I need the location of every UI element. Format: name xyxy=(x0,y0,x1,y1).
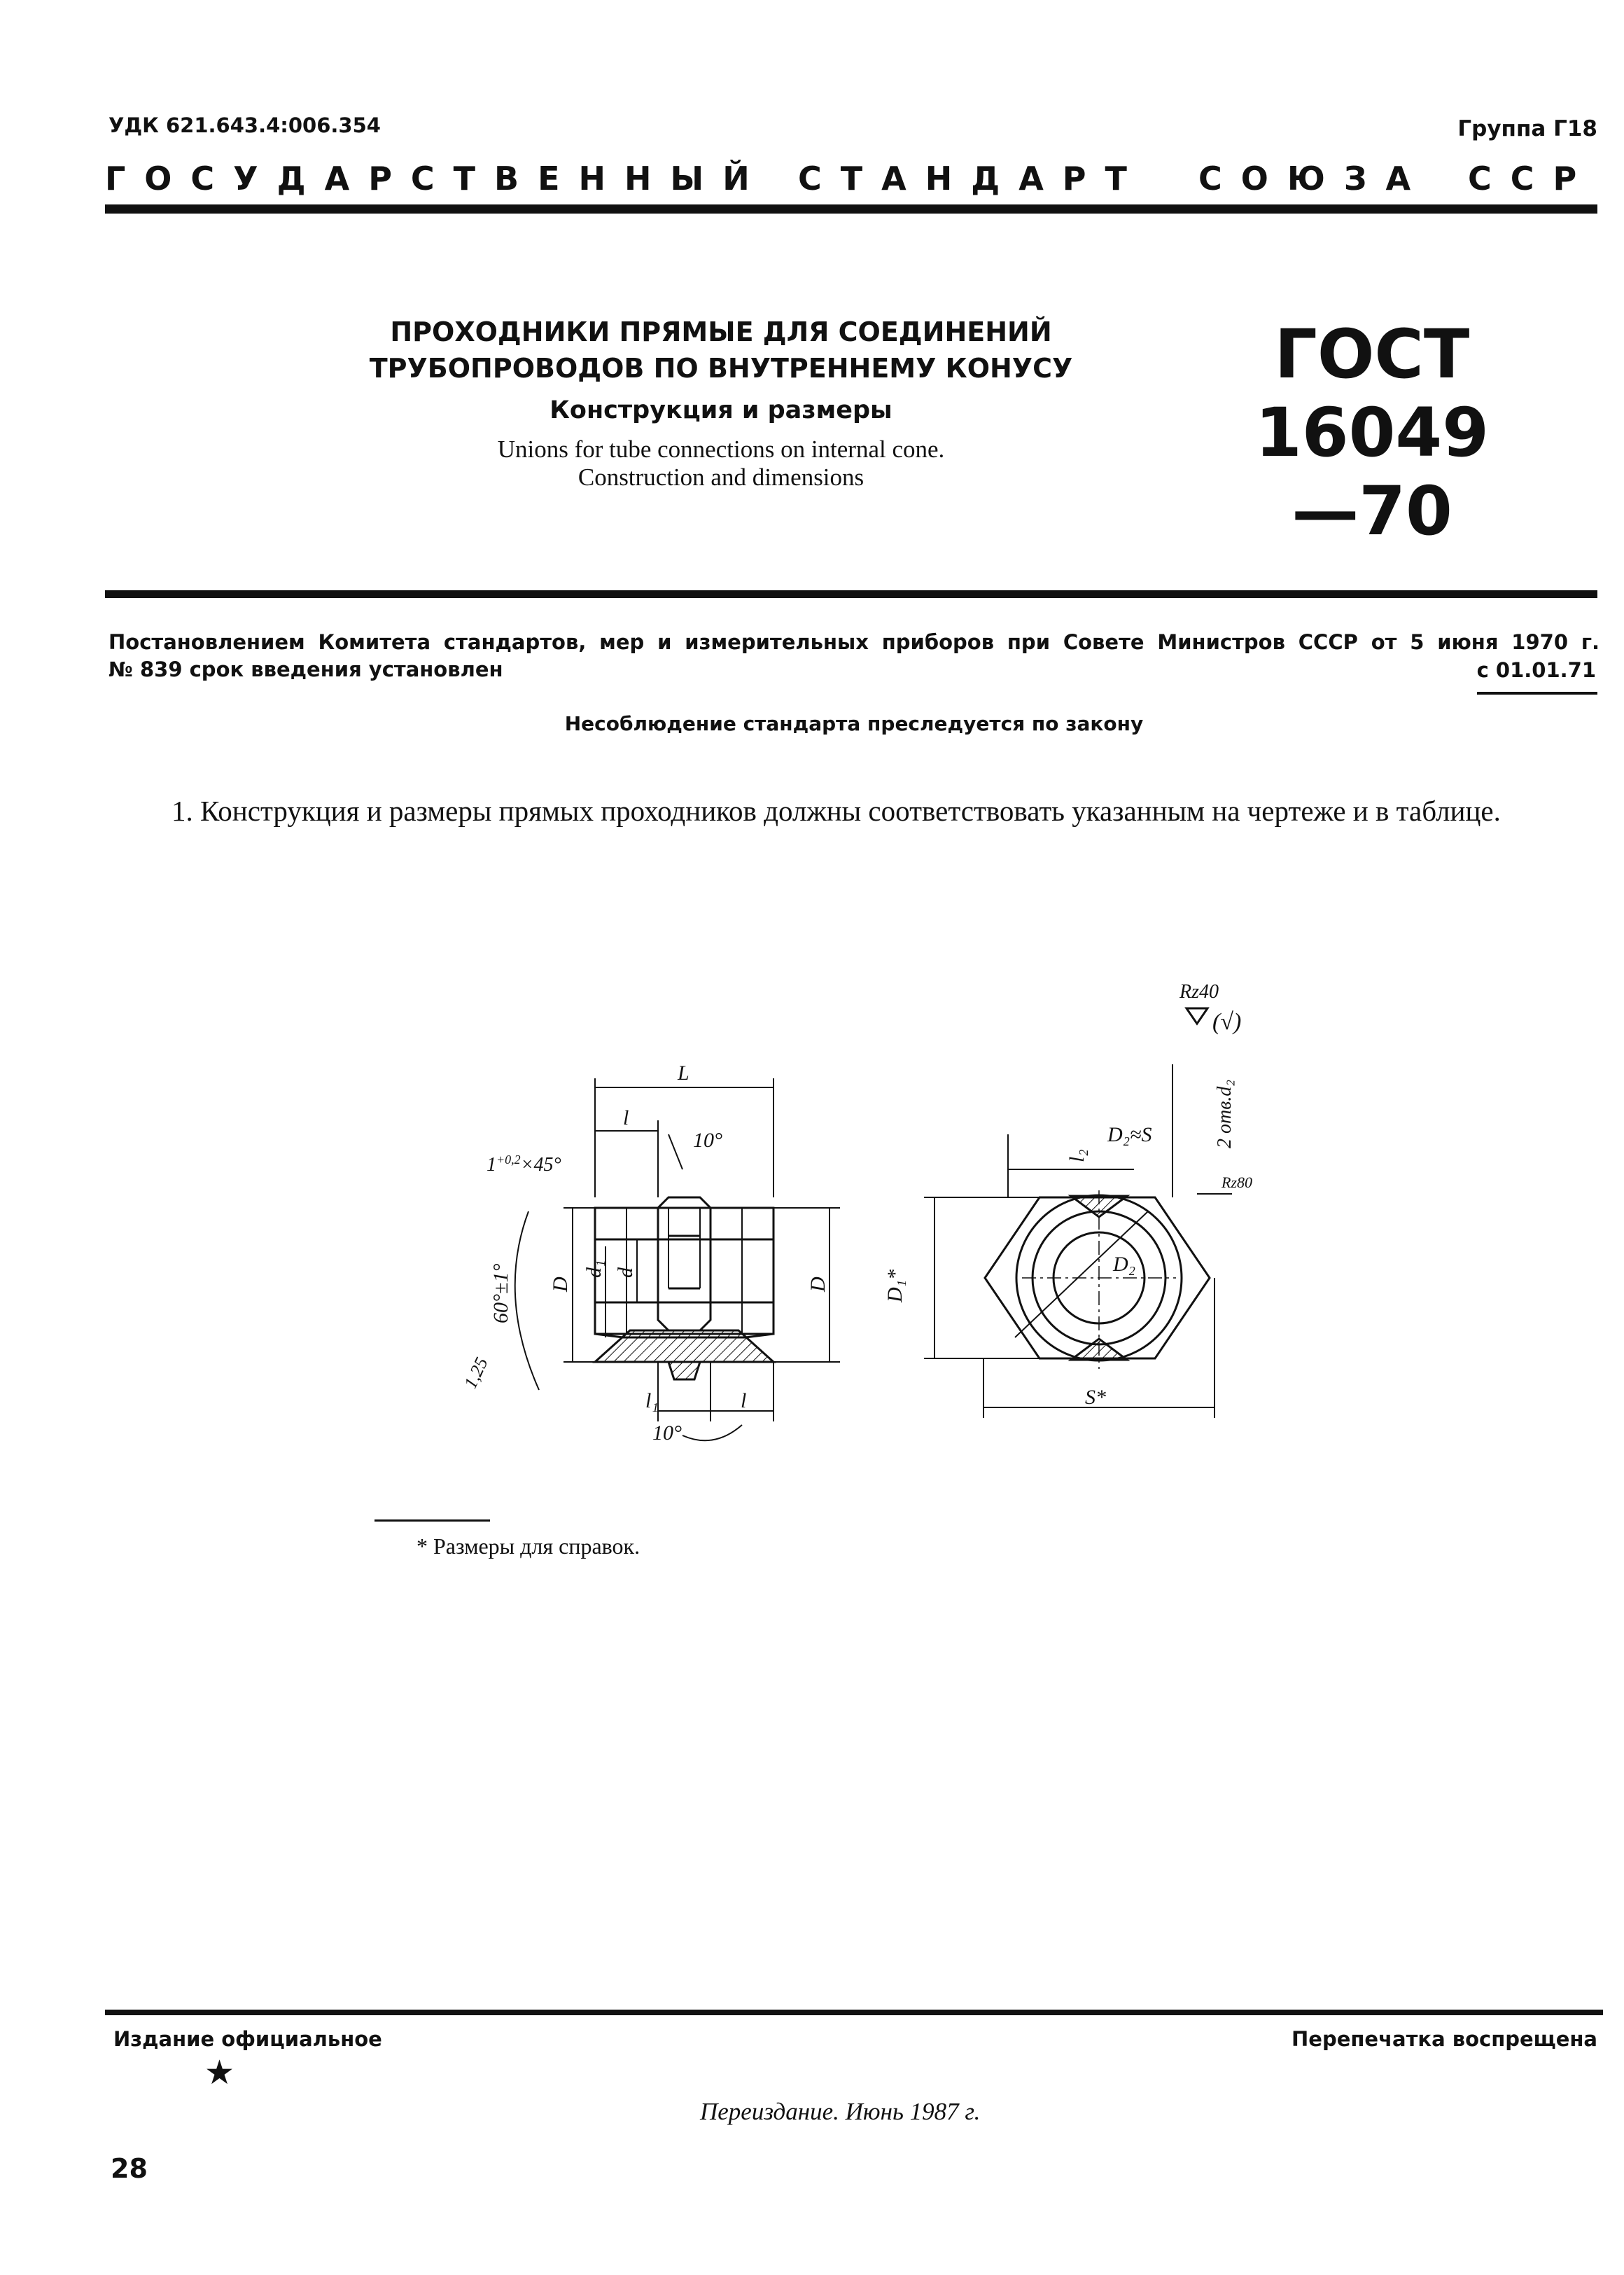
official-edition: Издание официальное xyxy=(113,2027,382,2051)
label-D-left: D xyxy=(549,1276,572,1292)
title-subtitle: Конструкция и размеры xyxy=(550,396,892,424)
footnote-rule xyxy=(374,1519,490,1522)
standard-code: 16049—70 xyxy=(1255,394,1489,550)
star-icon: ★ xyxy=(204,2054,235,2092)
label-L: L xyxy=(678,1062,690,1085)
union-end-view xyxy=(985,1190,1210,1369)
udk-code: УДК 621.643.4:006.354 xyxy=(108,113,381,137)
banner-word-union: СОЮЗА xyxy=(1198,160,1430,197)
label-angle-top: 10° xyxy=(693,1129,722,1152)
label-d1: d₁ xyxy=(582,1260,606,1278)
label-cone-angle: 60°±1° xyxy=(489,1263,512,1323)
title-line-1: ПРОХОДНИКИ ПРЯМЫЕ ДЛЯ СОЕДИНЕНИЙ xyxy=(390,316,1052,347)
body-paragraph: 1. Конструкция и размеры прямых проходников должны соответствовать указанным на чертеже и в таблице. xyxy=(172,795,1501,827)
label-chamfer-1: 1 xyxy=(486,1154,496,1176)
label-S-star: S* xyxy=(1085,1386,1106,1409)
title-bottom-rule xyxy=(105,590,1597,598)
decree-text: Постановлением Комитета стандартов, мер и измерительных приборов при Совете Министров СССР от 5 июня 1970 г. xyxy=(108,630,1600,654)
label-roughness-125: 1,25 xyxy=(460,1354,492,1392)
section-hatching xyxy=(595,1330,774,1362)
banner-word-standard: СТАНДАРТ xyxy=(798,160,1146,197)
roughness-symbol xyxy=(1186,1008,1208,1024)
technical-drawing xyxy=(392,959,1330,1484)
label-angle-bottom: 10° xyxy=(652,1421,682,1445)
label-l2: l₂ xyxy=(1065,1149,1088,1162)
label-chamfer-rest: ×45° xyxy=(520,1154,561,1176)
footer-rule xyxy=(105,2010,1603,2015)
page-number: 28 xyxy=(111,2153,148,2184)
label-D2-approx-S: D₂≈S xyxy=(1107,1123,1152,1146)
label-rz40: Rz40 xyxy=(1180,981,1219,1003)
reprint-prohibited: Перепечатка воспрещена xyxy=(1292,2027,1597,2051)
banner-word-state: ГОСУДАРСТВЕННЫЙ xyxy=(105,160,769,197)
footnote: * Размеры для справок. xyxy=(416,1533,640,1559)
page-title xyxy=(266,314,1176,387)
label-D1-star: D₁* xyxy=(883,1269,906,1302)
label-l-bottom: l xyxy=(741,1389,747,1412)
decree-number: № 839 срок введения установлен xyxy=(108,658,503,681)
decree-effective-date: с 01.01.71 xyxy=(1476,658,1596,682)
title-english-line-1: Unions for tube connections on internal cone. xyxy=(497,436,945,463)
label-rz80: Rz80 xyxy=(1222,1174,1252,1191)
label-D-right: D xyxy=(806,1276,830,1292)
label-D2-inner: D₂ xyxy=(1113,1253,1136,1276)
label-l-top: l xyxy=(623,1106,629,1129)
side-view-dimensions xyxy=(515,1078,840,1440)
top-rule xyxy=(105,204,1597,214)
reedition-note: Переиздание. Июнь 1987 г. xyxy=(700,2098,981,2125)
title-english-line-2: Construction and dimensions xyxy=(578,464,864,491)
label-chamfer xyxy=(486,1153,561,1176)
group-code: Группа Г18 xyxy=(1457,116,1597,141)
label-d: d xyxy=(614,1267,637,1278)
title-line-2: ТРУБОПРОВОДОВ ПО ВНУТРЕННЕМУ КОНУСУ xyxy=(369,353,1073,384)
label-chamfer-sup: +0,2 xyxy=(496,1153,521,1167)
union-side-view xyxy=(595,1197,774,1337)
standard-label: ГОСТ xyxy=(1274,315,1470,394)
title-english xyxy=(266,436,1176,492)
label-l1: l₁ xyxy=(645,1389,659,1412)
date-underline xyxy=(1477,692,1597,695)
label-rough-paren: (√) xyxy=(1212,1009,1242,1035)
banner-word-ussr: ССР xyxy=(1468,160,1596,197)
standard-number xyxy=(1253,315,1491,550)
label-holes: 2 отв.d₂ xyxy=(1214,1079,1236,1148)
legal-warning: Несоблюдение стандарта преследуется по закону xyxy=(564,712,1144,735)
